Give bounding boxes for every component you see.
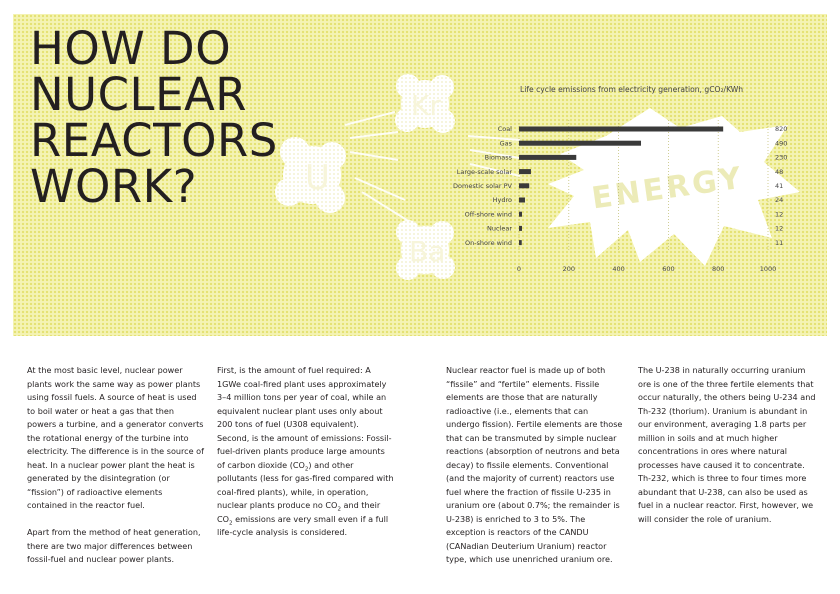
paragraph: Nuclear reactor fuel is made up of both “fissile” and “fertile” elements. Fissile elements are those that are naturally radioactive (i.e., elements that can undergo fission). Fertile elements are those that can be transmuted by simple nuclear reactions (absorption of neutrons and beta decay) to fissile elements. Conventional (and the majority of current) reactors use fuel where the fraction of fissile U-235 in uranium ore (about 0.7%; the remainder is U-238) is enriched to 3 to 5%. The exception is reactors of the CANDU (CANadian Deuterium Uranium) reactor type, which use unenriched uranium ore.	[446, 365, 623, 564]
bar	[519, 226, 522, 231]
value-label: 230	[775, 153, 788, 162]
atom-label: Ba	[409, 235, 446, 268]
category-label: Biomass	[484, 153, 512, 162]
value-label: 24	[775, 196, 784, 205]
chart-title: Life cycle emissions from electricity generation, gCO₂/KWh	[520, 85, 744, 94]
category-label: Gas	[499, 139, 512, 148]
value-label: 48	[775, 167, 784, 176]
tick-label: 0	[516, 265, 522, 273]
bar	[519, 127, 723, 132]
tick-label: 800	[711, 265, 725, 273]
bar	[519, 240, 522, 245]
category-label: Large-scale solar	[456, 167, 512, 176]
tick-label: 400	[612, 265, 625, 273]
text-column-3	[446, 364, 624, 570]
paragraph: Second, is the amount of emissions: Fossil-fuel-driven plants produce large amounts of carbon dioxide $(CO_2)$ and other pollutants (less for gas-fired compared with coal-fired plants), while, in operation, nuclear plants produce no $CO_2$ and their $CO_2$ emissions are very small even if a full life-cycle analysis is considered.	[217, 432, 394, 537]
bar	[519, 155, 576, 160]
category-label: Off-shore wind	[464, 210, 512, 219]
category-label: Hydro	[492, 196, 512, 205]
paragraph: First, is the amount of fuel required: A 1GWe coal-fired plant uses approximately 3–4 million tons per year of coal, while an equivalent nuclear plant uses only about 200 tons of fuel (U308 equivalent).	[217, 365, 387, 429]
tick-label: 200	[562, 265, 576, 273]
chart-bars	[519, 127, 723, 246]
text-column-2	[217, 364, 395, 540]
value-label: 490	[775, 139, 788, 148]
value-label: 820	[775, 125, 788, 134]
title-line: NUCLEAR	[30, 68, 248, 121]
text-column-1	[27, 364, 205, 580]
bar	[519, 212, 522, 217]
energy-label: ENERGY	[589, 160, 746, 217]
category-label: Coal	[497, 125, 512, 134]
tick-label: 600	[662, 265, 675, 273]
text-column-4	[638, 364, 816, 540]
paragraph: At the most basic level, nuclear power plants work the same way as power plants using fossil fuels. A source of heat is used to boil water or heat a gas that then powers a turbine, and a generator converts the rotational energy of the turbine into electricity. The difference is in the source of heat. In a nuclear power plant the heat is generated by the disintegration (or “fission”) of radioactive elements contained in the reactor fuel.	[27, 365, 204, 510]
paragraph: The U-238 in naturally occurring uranium ore is one of the three fertile elements that occur naturally, the others being U-234 and Th-232 (thorium). Uranium is abundant in our environment, averaging 1.8 parts per million in soils and at much higher concentrations in ores where natural processes have caused it to concentrate. Th-232, which is three to four times more abundant that U-238, can also be used as fuel in a nuclear reactor. First, however, we will consider the role of uranium.	[638, 365, 816, 524]
chart-category-labels	[453, 125, 513, 247]
tick-label: 1000	[759, 265, 777, 273]
atom-label: U	[305, 158, 330, 198]
title-line: REACTORS	[30, 114, 278, 167]
atom-label: Kr	[411, 89, 441, 122]
category-label: Nuclear	[486, 224, 512, 233]
category-label: Domestic solar PV	[453, 182, 512, 190]
chart-value-labels	[775, 125, 787, 247]
bar	[519, 183, 529, 188]
title-line: WORK?	[30, 160, 198, 213]
value-label: 41	[775, 182, 784, 190]
paragraph: Apart from the method of heat generation, there are two major differences between fossil-fuel and nuclear power plants.	[27, 527, 201, 564]
category-label: On-shore wind	[464, 238, 512, 247]
value-label: 11	[775, 238, 784, 247]
bar	[519, 141, 641, 146]
value-label: 12	[775, 224, 784, 233]
bar	[519, 169, 531, 174]
bar	[519, 198, 525, 203]
chart-gridlines	[519, 120, 768, 252]
chart-tick-labels	[517, 265, 776, 273]
title-line: HOW DO	[30, 22, 232, 75]
value-label: 12	[775, 210, 784, 219]
